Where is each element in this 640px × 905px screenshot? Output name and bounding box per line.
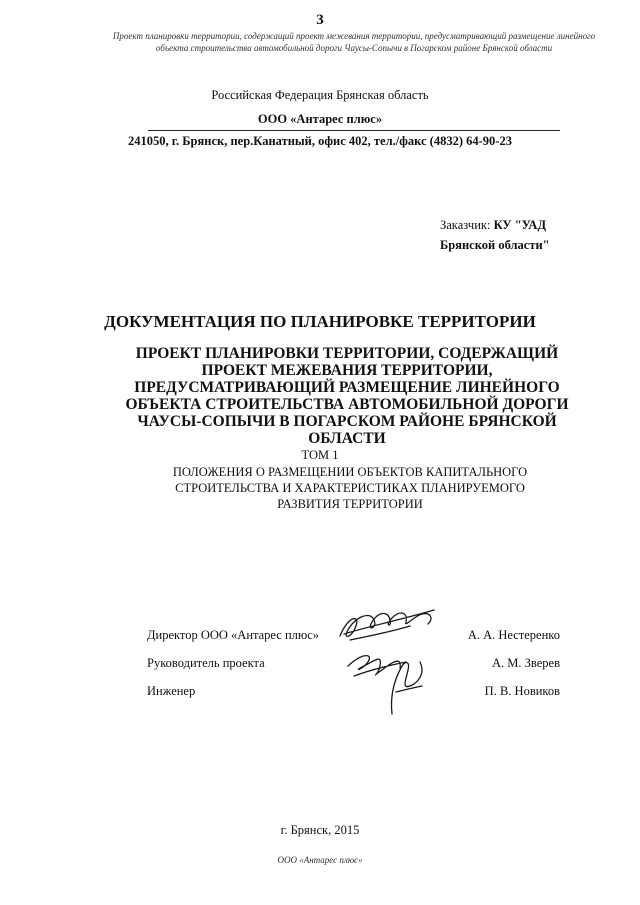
signature-engineer <box>391 662 422 714</box>
footer-org: ООО «Антарес плюс» <box>277 855 363 865</box>
customer-block <box>440 215 620 255</box>
customer-label: Заказчик: <box>440 218 491 232</box>
customer-line-1 <box>440 215 620 235</box>
signatory-name: А. А. Нестеренко <box>467 628 560 642</box>
signatory-name: П. В. Новиков <box>484 684 560 698</box>
customer-name-2: Брянской области" <box>440 238 550 252</box>
org-divider <box>148 130 560 131</box>
signatory-role: Руководитель проекта <box>147 656 265 670</box>
org-name: ООО «Антарес плюс» <box>257 112 383 126</box>
signature-project-lead <box>348 656 406 676</box>
city-year: г. Брянск, 2015 <box>280 823 360 837</box>
signatory-role: Инженер <box>147 684 196 698</box>
handwritten-signatures <box>330 596 450 716</box>
volume-title: ПОЛОЖЕНИЯ О РАЗМЕЩЕНИИ ОБЪЕКТОВ КАПИТАЛЬНОГО СТРОИТЕЛЬСТВА И ХАРАКТЕРИСТИКАХ ПЛАНИРУЕМОГО РАЗВИТИЯ ТЕРРИТОРИИ <box>172 465 528 511</box>
signatory-role: Директор ООО «Антарес плюс» <box>147 628 320 642</box>
volume-label: ТОМ 1 <box>301 448 339 462</box>
org-country-region: Российская Федерация Брянская область <box>211 88 429 102</box>
project-title: ПРОЕКТ ПЛАНИРОВКИ ТЕРРИТОРИИ, СОДЕРЖАЩИЙ ПРОЕКТ МЕЖЕВАНИЯ ТЕРРИТОРИИ, ПРЕДУСМАТРИВАЮЩИЙ РАЗМЕЩЕНИЕ ЛИНЕЙНОГО ОБЪЕКТА СТРОИТЕЛЬСТВА АВТОМОБИЛЬНОЙ ДОРОГИ ЧАУСЫ-СОПЫЧИ В ПОГАРСКОМ РАЙОНЕ БРЯНСКОЙ ОБЛАСТИ <box>125 345 569 447</box>
signatory-name: А. М. Зверев <box>492 656 560 670</box>
org-address: 241050, г. Брянск, пер.Канатный, офис 402, тел./факс (4832) 64-90-23 <box>128 134 512 148</box>
page-number: 3 <box>316 12 324 28</box>
signature-director <box>340 610 434 640</box>
running-header: Проект планировки территории, содержащий проект межевания территории, предусматривающий размещение линейного объекта строительства автомобильной дороги Чаусы-Сопычи в Погарском районе Брянской области <box>112 31 596 53</box>
document-type-title: ДОКУМЕНТАЦИЯ ПО ПЛАНИРОВКЕ ТЕРРИТОРИИ <box>104 312 536 331</box>
customer-name-1: КУ "УАД <box>493 218 547 232</box>
